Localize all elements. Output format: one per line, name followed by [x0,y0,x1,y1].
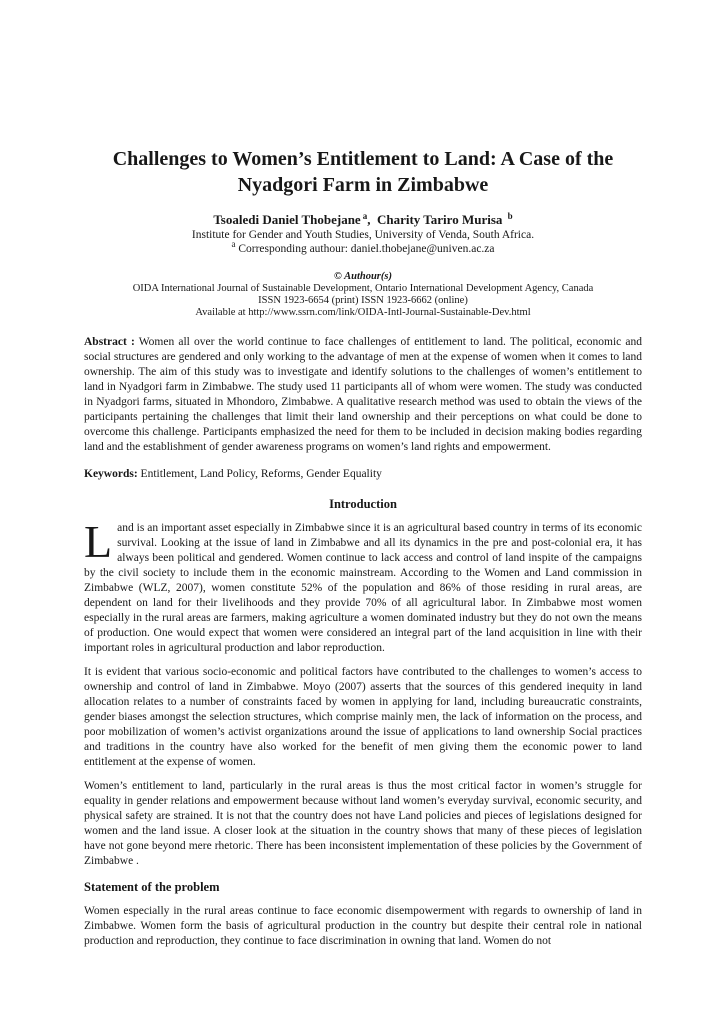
author-name-2: Charity Tariro Murisa [376,212,503,227]
corresponding-affiliation-mark: a [231,239,236,250]
journal-line: OIDA International Journal of Sustainable Development, Ontario International Development Agency, Canada [132,283,594,294]
author-2-affiliation-mark: b [507,210,513,221]
intro-paragraph-1 [84,516,642,656]
intro-paragraph-1-text: and is an important asset especially in Zimbabwe since it is an agricultural based country in terms of its economic survival. Looking at the issue of land in Zimbabwe and all its dynamics in the pre and post-colonial era, it has always been political and gendered. Women continue to lack access and control of land inspite of the campaigns by the civil society to include them in the economic mainstream. According to the Women and Land commission in Zimbabwe (WLZ, 2007), women constitute 52% of the population and 86% of those residing in rural areas, are dependent on land for their livelihoods and they provide 70% of all agricultural labor. In Zimbabwe most women especially in the rural areas are farmers, making agriculture a women dominated industry but they do not own the means of production. One would expect that women were considered an integral part of the land acquisition in line with their important roles in agricultural production and labor reproduction. [84,522,642,654]
corresponding-author-line [84,239,642,256]
paper-title: Challenges to Women’s Entitlement to Land: A Case of the Nyadgori Farm in Zimbabwe [112,148,614,196]
authors-line [84,212,642,227]
keywords-text: Entitlement, Land Policy, Reforms, Gender Equality [140,468,382,480]
publication-info-block [84,271,642,319]
availability-line: Available at http://www.ssrn.com/link/OIDA-Intl-Journal-Sustainable-Dev.html [195,307,531,318]
intro-paragraph-2: It is evident that various socio-economic and political factors have contributed to the challenges to women’s access to ownership and control of land in Zimbabwe. Moyo (2007) asserts that the sources of this gendered inequity in land allocation relates to a number of constraints faced by women in applying for land, including bureaucratic constraints, gender biases amongst the selection structures, which comprise mainly men, the lack of information on the process, and poor mobilization of women’s activist organizations around the issue of applications to land ownership Social practices and traditions in the country have also worked for the benefit of men giving them the economic power to land entitlement at the expense of women. [84,666,642,768]
problem-paragraph-1: Women especially in the rural areas continue to face economic disempowerment with regards to ownership of land in Zimbabwe. Women form the basis of agricultural production in the country but despite their central role in national production and reproduction, they continue to face discrimination in owning that land. Women do not [84,905,642,947]
issn-line: ISSN 1923-6654 (print) ISSN 1923-6662 (online) [258,295,468,306]
drop-cap-letter: L [84,516,113,567]
keywords-line [84,467,642,482]
keywords-label: Keywords: [84,468,138,480]
author-separator: , [367,212,377,227]
author-name-1: Tsoaledi Daniel Thobejane [213,212,361,227]
section-heading-statement-of-problem: Statement of the problem [84,880,220,894]
section-heading-introduction: Introduction [329,497,397,511]
affiliation-line: Institute for Gender and Youth Studies, University of Venda, South Africa. [191,229,535,241]
intro-paragraph-3: Women’s entitlement to land, particularly in the rural areas is thus the most critical factor in women’s struggle for equality in gender relations and empowerment because without land women’s everyday survival, economic security, and physical safety are strained. It is not that the country does not have Land policies and pieces of legislations designed for women and the land issue. A closer look at the situation in the country shows that many of these pieces of legislation have not gone beyond mere rhetoric. There has been inconsistent implementation of these policies by the Government of Zimbabwe . [84,780,642,867]
corresponding-author-text: Corresponding authour: daniel.thobejane@univen.ac.za [235,243,495,255]
abstract-text: Women all over the world continue to face challenges of entitlement to land. The political, economic and social structures are gendered and only working to the advantage of men at the expense of women when it comes to land ownership. The aim of this study was to investigate and identify solutions to the challenges of women’s entitlement to land in Nyadgori farm in Zimbabwe. The study used 11 participants all of whom were women. The study was conducted in Nyadgori farms, situated in Mhondoro, Zimbabwe. A qualitative research method was used to obtain the views of the participants pertaining the challenges that limit their land ownership and their perceptions on what could be done to overcome this challenge. Participants emphasized the need for them to be included in decision making bodies regarding land and the establishment of gender awareness programs on women’s land rights and empowerment. [84,336,643,453]
abstract-paragraph [84,335,642,455]
author-1-affiliation-mark: a [362,210,368,221]
abstract-label: Abstract : [84,336,135,348]
copyright-notice: © Authour(s) [334,271,392,282]
